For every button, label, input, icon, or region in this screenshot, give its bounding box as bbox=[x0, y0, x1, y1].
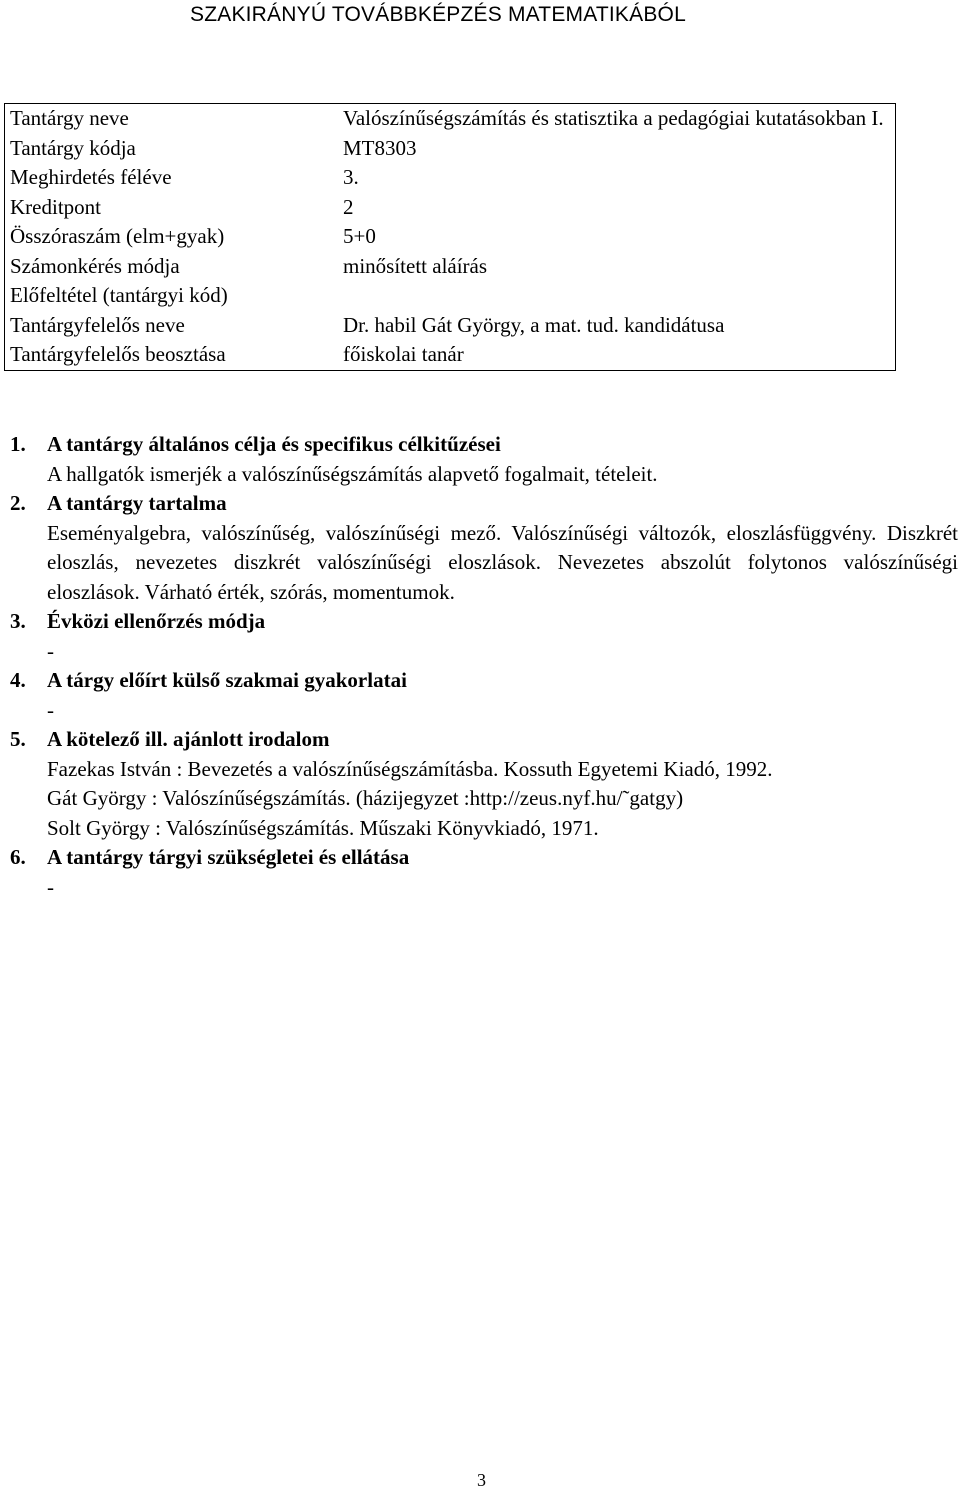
section-heading bbox=[10, 725, 958, 755]
row-value: Dr. habil Gát György, a mat. tud. kandidátusa bbox=[343, 312, 725, 337]
section-number: 3. bbox=[10, 609, 26, 633]
section-heading bbox=[10, 843, 958, 873]
section-title: A tantárgy tárgyi szükségletei és ellátása bbox=[47, 845, 410, 869]
section-heading bbox=[10, 666, 958, 696]
table-row bbox=[5, 281, 896, 311]
section-text: - bbox=[47, 697, 54, 722]
row-label: Tantárgy kódja bbox=[10, 135, 136, 160]
section-practice bbox=[10, 666, 958, 725]
row-value: Valószínűségszámítás és statisztika a pedagógiai kutatásokban I. bbox=[343, 106, 884, 130]
row-label: Tantárgyfelelős beosztása bbox=[10, 342, 226, 366]
section-equipment bbox=[10, 843, 958, 902]
page-header-title: SZAKIRÁNYÚ TOVÁBBKÉPZÉS MATEMATIKÁBÓL bbox=[190, 3, 686, 26]
section-content bbox=[10, 489, 958, 607]
row-label: Tantárgyfelelős neve bbox=[10, 312, 185, 337]
section-number: 1. bbox=[10, 432, 26, 456]
row-label: Kreditpont bbox=[10, 194, 101, 219]
row-value: 5+0 bbox=[343, 224, 376, 248]
table-row bbox=[5, 311, 896, 341]
section-text: A hallgatók ismerjék a valószínűségszámítás alapvető fogalmait, tételeit. bbox=[47, 461, 658, 486]
section-title: A tárgy előírt külső szakmai gyakorlatai bbox=[47, 668, 407, 692]
section-number: 2. bbox=[10, 491, 26, 515]
course-info-table bbox=[4, 103, 896, 371]
section-title: Évközi ellenőrzés módja bbox=[47, 609, 266, 633]
row-value bbox=[340, 281, 896, 311]
section-text: Eseményalgebra, valószínűség, valószínűségi mező. Valószínűségi változók, eloszlásfüggvény. Diszkrét eloszlás, nevezetes diszkrét valószínűségi eloszlások. Nevezetes abszolút folytonos valószínűségi eloszlások. Várható érték, szórás, momentumok. bbox=[47, 520, 958, 604]
section-heading bbox=[10, 607, 958, 637]
section-literature bbox=[10, 725, 958, 843]
row-label: Összóraszám (elm+gyak) bbox=[10, 224, 225, 248]
table-row bbox=[5, 163, 896, 193]
section-title: A tantárgy tartalma bbox=[47, 491, 227, 515]
table-row bbox=[5, 104, 896, 134]
section-title: A kötelező ill. ajánlott irodalom bbox=[47, 727, 330, 751]
section-text: - bbox=[47, 874, 54, 899]
row-label: Tantárgy neve bbox=[10, 106, 129, 130]
row-value: 2 bbox=[343, 194, 354, 219]
row-value: MT8303 bbox=[343, 135, 417, 160]
row-label: Előfeltétel (tantárgyi kód) bbox=[10, 283, 228, 307]
section-objectives bbox=[10, 430, 958, 489]
section-text: - bbox=[47, 638, 54, 663]
table-row bbox=[5, 252, 896, 282]
course-sections bbox=[10, 430, 958, 902]
section-number: 5. bbox=[10, 727, 26, 751]
literature-item: Solt György : Valószínűségszámítás. Műszaki Könyvkiadó, 1971. bbox=[47, 815, 599, 840]
section-number: 4. bbox=[10, 668, 26, 692]
table-row bbox=[5, 134, 896, 164]
page-number: 3 bbox=[477, 1470, 486, 1490]
section-assessment bbox=[10, 607, 958, 666]
section-heading bbox=[10, 430, 958, 460]
table-row bbox=[5, 193, 896, 223]
row-value: főiskolai tanár bbox=[343, 342, 464, 366]
section-title: A tantárgy általános célja és specifikus célkitűzései bbox=[47, 432, 501, 456]
table-row bbox=[5, 340, 896, 370]
section-heading bbox=[10, 489, 958, 519]
row-value: 3. bbox=[343, 165, 359, 189]
section-number: 6. bbox=[10, 845, 26, 869]
row-value: minősített aláírás bbox=[343, 253, 488, 278]
literature-item: Gát György : Valószínűségszámítás. (házijegyzet :http://zeus.nyf.hu/˜gatgy) bbox=[47, 786, 684, 810]
table-row bbox=[5, 222, 896, 252]
row-label: Meghirdetés féléve bbox=[10, 165, 172, 189]
literature-item: Fazekas István : Bevezetés a valószínűségszámításba. Kossuth Egyetemi Kiadó, 1992. bbox=[47, 756, 773, 781]
row-label: Számonkérés módja bbox=[10, 253, 180, 278]
